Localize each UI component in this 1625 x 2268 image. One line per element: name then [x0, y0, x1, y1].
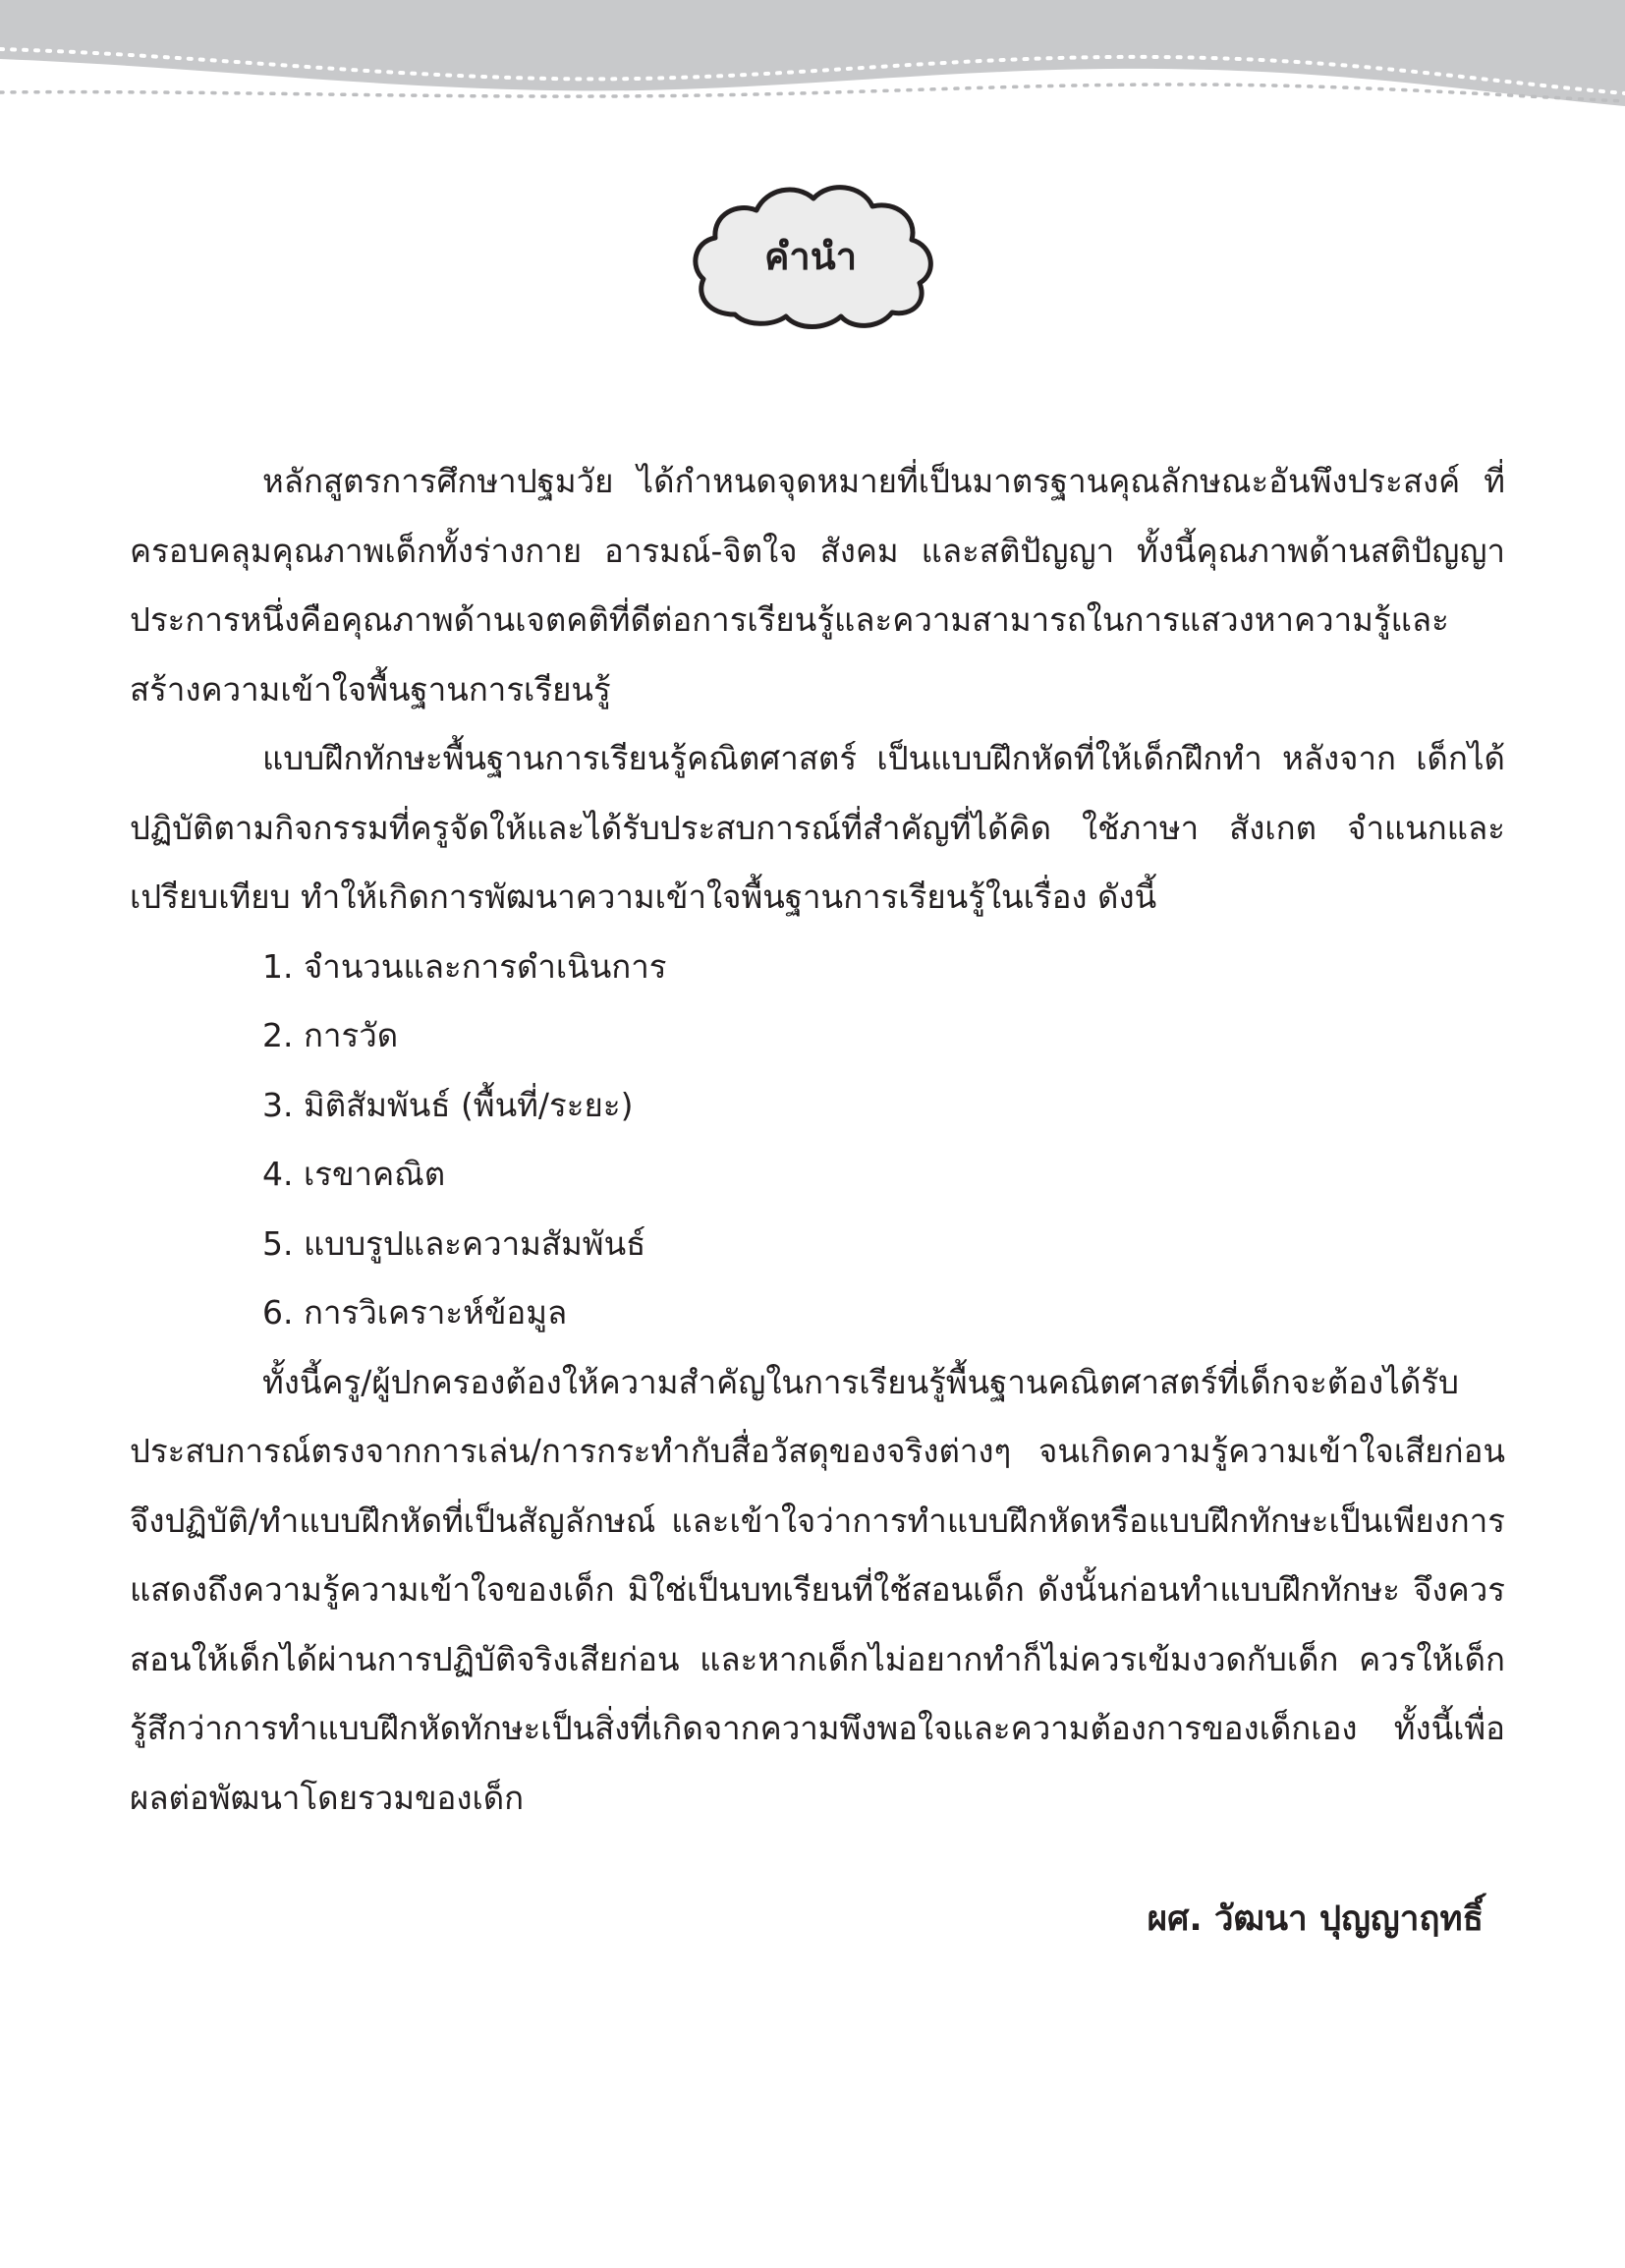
page-title: คำนำ [763, 235, 858, 278]
list-item: 1. จำนวนและการดำเนินการ [262, 946, 667, 986]
paragraph-2: แบบฝึกทักษะพื้นฐานการเรียนรู้คณิตศาสตร์ เป็นแบบฝึกหัดที่ให้เด็กฝึกทำ หลังจาก เด็กได้ปฏิบัติตามกิจกรรมที่ครูจัดให้และได้รับประสบการณ์ที่สำคัญที่ได้คิด ใช้ภาษา สังเกต จำแนกและเปรียบเทียบ ทำให้เกิดการพัฒนาความเข้าใจพื้นฐานการเรียนรู้ในเรื่อง ดังนี้ [130, 739, 1505, 916]
paragraph-1: หลักสูตรการศึกษาปฐมวัย ได้กำหนดจุดหมายที่เป็นมาตรฐานคุณลักษณะอันพึงประสงค์ ที่ครอบคลุมคุณภาพเด็กทั้งร่างกาย อารมณ์-จิตใจ สังคม และสติปัญญา ทั้งนี้คุณภาพด้านสติปัญญา ประการหนึ่งคือคุณภาพด้านเจตคติที่ดีต่อการเรียนรู้และความสามารถในการแสวงหาความรู้และสร้างความเข้าใจพื้นฐานการเรียนรู้ [130, 462, 1505, 709]
title-cloud [688, 177, 943, 334]
paragraph-3: ทั้งนี้ครู/ผู้ปกครองต้องให้ความสำคัญในการเรียนรู้พื้นฐานคณิตศาสตร์ที่เด็กจะต้องได้รับประสบการณ์ตรงจากการเล่น/การกระทำกับสื่อวัสดุของจริงต่างๆ จนเกิดความรู้ความเข้าใจเสียก่อนจึงปฏิบัติ/ทำแบบฝึกหัดที่เป็นสัญลักษณ์ และเข้าใจว่าการทำแบบฝึกหัดหรือแบบฝึกทักษะเป็นเพียงการแสดงถึงความรู้ความเข้าใจของเด็ก มิใช่เป็นบทเรียนที่ใช้สอนเด็ก ดังนั้นก่อนทำแบบฝึกทักษะ จึงควรสอนให้เด็กได้ผ่านการปฏิบัติจริงเสียก่อน และหากเด็กไม่อยากทำก็ไม่ควรเข้มงวดกับเด็ก ควรให้เด็กรู้สึกว่าการทำแบบฝึกหัดทักษะเป็นสิ่งที่เกิดจากความพึงพอใจและความต้องการของเด็กเอง ทั้งนี้เพื่อผลต่อพัฒนาโดยรวมของเด็ก [130, 1362, 1505, 1817]
author-signature: ผศ. วัฒนา ปุญญาฤทธิ์ [1147, 1899, 1484, 1939]
preface-body [130, 447, 1505, 1833]
list-item: 2. การวัด [262, 1016, 399, 1054]
topic-list [130, 933, 1505, 1348]
list-item: 6. การวิเคราะห์ข้อมูล [262, 1293, 568, 1332]
list-item: 5. แบบรูปและความสัมพันธ์ [262, 1223, 646, 1263]
top-wave-banner [0, 0, 1625, 118]
wave-decoration [0, 0, 1625, 118]
list-item: 4. เรขาคณิต [262, 1155, 446, 1193]
list-item: 3. มิติสัมพันธ์ (พื้นที่/ระยะ) [262, 1085, 634, 1124]
